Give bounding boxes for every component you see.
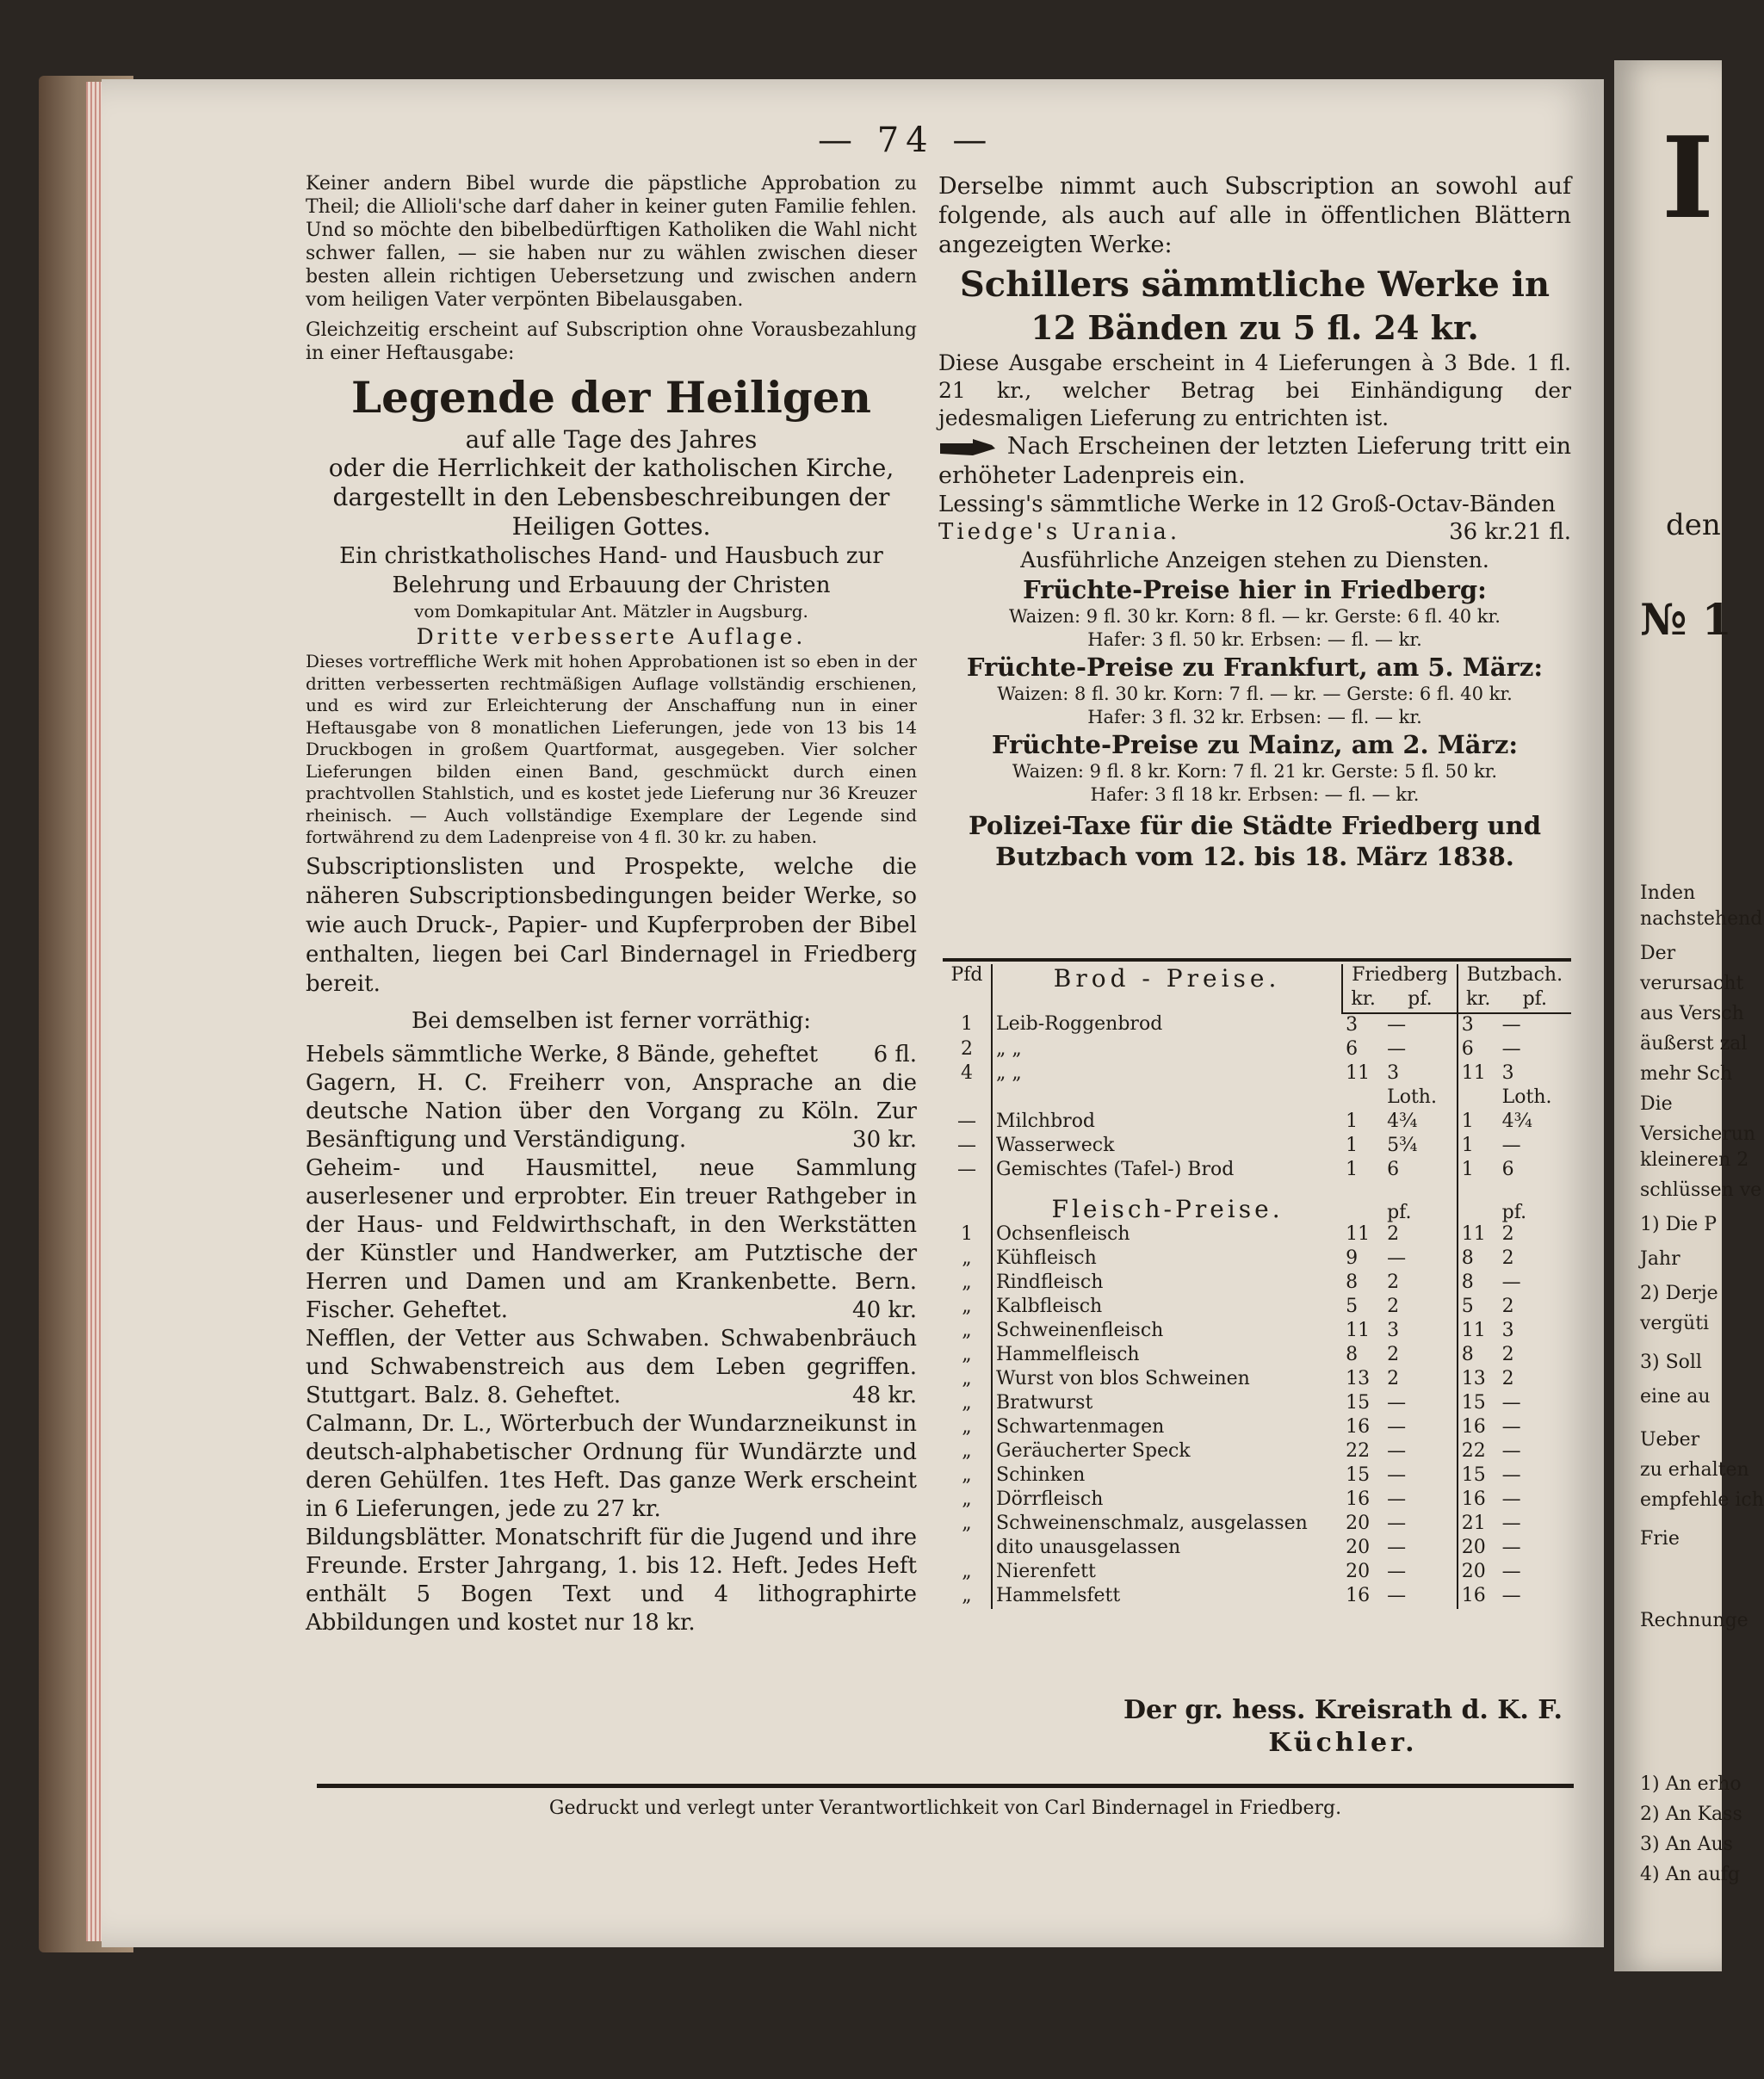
subscription-lists: Subscriptionslisten und Prospekte, welche die näheren Subscriptionsbedingungen beider Werke, so wie auch Druck-, Papier- und Kupferproben der Bibel enthalten, liegen bei Carl Bindernagel in Friedberg bereit. — [306, 853, 917, 997]
schiller-subtitle: 12 Bänden zu 5 fl. 24 kr. — [1031, 308, 1479, 347]
price-cell: „ „ — [996, 1038, 1022, 1060]
price-cell: — — [943, 1135, 992, 1159]
col-friedberg: Friedberg — [1342, 964, 1458, 988]
price-cell: 20 — [1461, 1561, 1486, 1582]
price-cell: 2 — [1383, 1223, 1458, 1247]
meat-row — [943, 1392, 1571, 1416]
next-page-number: № 1 — [1640, 594, 1732, 645]
book-entry — [306, 1325, 917, 1410]
price-cell: — — [943, 1111, 992, 1135]
table-top-rule — [943, 958, 1571, 962]
price-cell: — — [1501, 1014, 1521, 1036]
price-cell: 2 — [1383, 1272, 1458, 1296]
next-page-line: 2) An Kass — [1640, 1804, 1742, 1825]
price-cell: 3 — [1501, 1062, 1514, 1084]
price-cell: — — [1501, 1561, 1521, 1582]
price-cell: 20 — [1461, 1537, 1486, 1558]
price-cell: 2 — [1501, 1344, 1514, 1365]
market-line: Waizen: 9 fl. 30 kr. Korn: 8 fl. — kr. Gerste: 6 fl. 40 kr. — [1009, 606, 1501, 627]
price-cell: 20 — [1346, 1537, 1371, 1558]
market-line: Waizen: 9 fl. 8 kr. Korn: 7 fl. 21 kr. Gerste: 5 fl. 50 kr. — [1012, 761, 1498, 782]
next-page — [1614, 60, 1764, 1971]
price-cell: Rindfleisch — [996, 1272, 1104, 1293]
next-page-line: Rechnunge — [1640, 1610, 1749, 1631]
signature-line-2: Küchler. — [1268, 1728, 1418, 1758]
next-page-line: nachstehend — [1640, 908, 1763, 930]
price-cell: Schinken — [996, 1464, 1086, 1486]
price-cell: 8 — [1346, 1344, 1359, 1365]
col-pfd: Pfd — [943, 964, 992, 1013]
price-cell: 21 — [1461, 1513, 1486, 1534]
next-page-line: 1) Die P — [1640, 1214, 1718, 1235]
price-cell: 6 — [1383, 1159, 1458, 1183]
price-table-wrap — [943, 964, 1571, 1609]
book-entry-text: Bildungsblätter. Monatschrift für die Jugend und ihre Freunde. Erster Jahrgang, 1. bis 12. Heft. Jedes Heft enthält 5 Bogen Text und 4 lithographirte Abbildungen und kostet nur 18 kr. — [306, 1524, 917, 1636]
signature-line-1: Der gr. hess. Kreisrath d. K. F. — [1123, 1695, 1563, 1725]
page-number: — 74 — — [818, 121, 994, 160]
price-cell: Nierenfett — [996, 1561, 1096, 1582]
meat-row — [943, 1368, 1571, 1392]
legend-subtitle-1: auf alle Tage des Jahres — [465, 425, 758, 454]
price-cell: — — [1383, 1537, 1458, 1561]
price-cell: 13 — [1346, 1368, 1371, 1389]
price-cell: Schweinenschmalz, ausgelassen — [996, 1513, 1308, 1534]
tiedge-entry — [938, 518, 1571, 546]
price-cell: 3 — [1383, 1320, 1458, 1344]
price-cell: 2 — [1383, 1368, 1458, 1392]
bible-intro: Keiner andern Bibel wurde die päpstliche Approbation zu Theil; die Allioli'sche darf daher in keiner guten Familie fehlen. Und so möchte den bibelbedürftigen Katholiken die Wahl nicht schwer fallen, — sie haben nur zu wählen zwischen dieser besten allein richtigen Uebersetzung und zwischen andern vom heiligen Vater verpönten Bibelausgaben. — [306, 173, 917, 311]
price-cell: 2 — [943, 1038, 992, 1062]
market-block — [938, 574, 1571, 652]
price-cell: 3 — [1346, 1014, 1359, 1036]
price-cell: 22 — [1461, 1440, 1486, 1462]
next-page-line: zu erhalten — [1640, 1459, 1749, 1481]
price-cell: 1 — [943, 1223, 992, 1247]
price-cell: „ — [943, 1247, 992, 1272]
price-cell — [1458, 1086, 1499, 1111]
market-block — [938, 729, 1571, 807]
subscription-notice: Gleichzeitig erscheint auf Subscription ohne Vorausbezahlung in einer Heftausgabe: — [306, 319, 917, 364]
market-heading: Früchte-Preise zu Frankfurt, am 5. März: — [966, 653, 1544, 682]
meat-row — [943, 1537, 1571, 1561]
next-page-line: kleineren 2 — [1640, 1149, 1749, 1171]
price-cell — [1342, 1086, 1383, 1111]
book-entry-price: 40 kr. — [852, 1296, 917, 1323]
price-cell: „ — [943, 1488, 992, 1513]
book-entry — [306, 1041, 917, 1069]
price-cell: Loth. — [1501, 1086, 1552, 1108]
price-cell: 16 — [1461, 1488, 1486, 1510]
price-cell: — — [1501, 1392, 1521, 1414]
price-cell: 15 — [1461, 1392, 1486, 1414]
price-cell: — — [1383, 1013, 1458, 1038]
next-page-line: Die — [1640, 1093, 1673, 1115]
tiedge-price: 36 kr. — [1449, 519, 1514, 545]
meat-row — [943, 1488, 1571, 1513]
left-column — [306, 172, 917, 1637]
price-cell: — — [1383, 1488, 1458, 1513]
price-cell: 8 — [1461, 1247, 1474, 1269]
market-line: Hafer: 3 fl. 32 kr. Erbsen: — fl. — kr. — [1087, 707, 1422, 727]
market-heading: Früchte-Preise zu Mainz, am 2. März: — [991, 730, 1519, 759]
price-cell: — — [1501, 1416, 1521, 1438]
price-cell: Kalbfleisch — [996, 1296, 1103, 1317]
price-cell: — — [1383, 1585, 1458, 1609]
next-page-line: 2) Derje — [1640, 1283, 1718, 1304]
price-cell: Dörrfleisch — [996, 1488, 1104, 1510]
price-cell: 1 — [1346, 1159, 1359, 1180]
book-entry — [306, 1069, 917, 1154]
col-b-kr: kr. — [1458, 988, 1499, 1013]
market-prices — [938, 574, 1571, 807]
price-cell: 4 — [943, 1062, 992, 1086]
market-line: Waizen: 8 fl. 30 kr. Korn: 7 fl. — kr. — Gerste: 6 fl. 40 kr. — [997, 684, 1513, 704]
price-cell: Schweinenfleisch — [996, 1320, 1164, 1341]
price-cell: 11 — [1461, 1062, 1486, 1084]
price-cell: 11 — [1461, 1223, 1486, 1245]
meat-pf-label: pf. — [1383, 1183, 1458, 1223]
printer-footer: Gedruckt und verlegt unter Verantwortlichkeit von Carl Bindernagel in Friedberg. — [548, 1797, 1342, 1819]
page-stack-edge — [86, 82, 103, 1941]
price-cell: — — [1501, 1585, 1521, 1606]
price-cell — [943, 1537, 992, 1561]
tax-title: Polizei-Taxe für die Städte Friedberg und Butzbach vom 12. bis 18. März 1838. — [968, 811, 1542, 871]
price-cell: 11 — [1346, 1223, 1371, 1245]
price-cell: 2 — [1501, 1368, 1514, 1389]
next-page-line: Versicherun — [1640, 1123, 1756, 1145]
next-page-line: Jahr — [1640, 1248, 1680, 1270]
lessing-text: Lessing's sämmtliche Werke in 12 Groß-Octav-Bänden — [938, 492, 1556, 517]
price-cell: 11 — [1346, 1320, 1371, 1341]
price-cell: 1 — [1461, 1159, 1474, 1180]
bread-row — [943, 1111, 1571, 1135]
price-cell: 2 — [1501, 1296, 1514, 1317]
next-page-line: eine au — [1640, 1386, 1711, 1408]
book-entry — [306, 1410, 917, 1524]
price-table-body — [943, 1013, 1571, 1609]
book-entry-price: 30 kr. — [852, 1126, 917, 1153]
next-page-line: 1) An erho — [1640, 1773, 1742, 1795]
price-cell: — — [1383, 1392, 1458, 1416]
bread-row — [943, 1135, 1571, 1159]
price-cell: 4¾ — [1383, 1111, 1458, 1135]
right-intro: Derselbe nimmt auch Subscription an sowohl auf folgende, als auch auf alle in öffentlichen Blättern angezeigten Werke: — [938, 173, 1571, 258]
next-page-line: mehr Sch — [1640, 1063, 1733, 1085]
price-cell: Hammelsfett — [996, 1585, 1121, 1606]
price-cell: 1 — [1461, 1135, 1474, 1156]
price-cell: 6 — [1501, 1159, 1514, 1180]
price-cell: Loth. — [1383, 1086, 1458, 1111]
market-heading: Früchte-Preise hier in Friedberg: — [1023, 575, 1487, 604]
meat-row — [943, 1296, 1571, 1320]
price-cell: „ — [943, 1392, 992, 1416]
book-entry — [306, 1154, 917, 1325]
book-entry-price: 48 kr. — [852, 1382, 917, 1408]
price-cell: 15 — [1346, 1464, 1371, 1486]
price-cell: 3 — [1383, 1062, 1458, 1086]
col-brod: Brod - Preise. — [992, 964, 1342, 1013]
price-cell: Milchbrod — [996, 1111, 1096, 1132]
book-entry-text: Nefflen, der Vetter aus Schwaben. Schwabenbräuch und Schwabenstreich aus dem Leben gegriffen. Stuttgart. Balz. 8. Geheftet. — [306, 1325, 917, 1408]
meat-row — [943, 1272, 1571, 1296]
price-cell: 16 — [1346, 1585, 1371, 1606]
price-cell: Bratwurst — [996, 1392, 1093, 1414]
price-cell: 11 — [1461, 1320, 1486, 1341]
price-cell: — — [1383, 1513, 1458, 1537]
price-cell: — — [1383, 1464, 1458, 1488]
price-cell: „ — [943, 1416, 992, 1440]
meat-row — [943, 1247, 1571, 1272]
price-cell: 11 — [1346, 1062, 1371, 1084]
meat-row — [943, 1440, 1571, 1464]
price-cell: Ochsenfleisch — [996, 1223, 1130, 1245]
price-cell — [992, 1086, 1342, 1111]
price-cell: Leib-Roggenbrod — [996, 1013, 1163, 1035]
price-cell: — — [1501, 1440, 1521, 1462]
price-cell: 1 — [943, 1013, 992, 1038]
price-cell: 2 — [1501, 1223, 1514, 1245]
price-cell: — — [1501, 1038, 1521, 1060]
price-cell: „ — [943, 1464, 992, 1488]
next-page-line: Frie — [1640, 1528, 1680, 1550]
next-page-line: verursacht — [1640, 973, 1744, 994]
meat-row — [943, 1585, 1571, 1609]
book-list — [306, 1041, 917, 1637]
price-cell: 4¾ — [1501, 1111, 1532, 1132]
price-cell: 16 — [1461, 1416, 1486, 1438]
price-cell: — — [1501, 1272, 1521, 1293]
price-cell: 8 — [1461, 1344, 1474, 1365]
schiller-description: Diese Ausgabe erscheint in 4 Lieferungen à 3 Bde. 1 fl. 21 kr., welcher Betrag bei Einhändigung der jedesmaligen Lieferung zu entrichten ist. — [938, 350, 1571, 430]
price-cell: „ — [943, 1272, 992, 1296]
book-entry-text: Gagern, H. C. Freiherr von, Ansprache an die deutsche Nation über den Vorgang zu Köln. Zur Besänftigung und Verständigung. — [306, 1069, 917, 1153]
price-cell: — — [1501, 1464, 1521, 1486]
meat-row — [943, 1344, 1571, 1368]
price-cell: — — [1501, 1537, 1521, 1558]
bread-row — [943, 1013, 1571, 1038]
price-cell: 2 — [1501, 1247, 1514, 1269]
price-cell: Wurst von blos Schweinen — [996, 1368, 1250, 1389]
price-cell: — — [1383, 1561, 1458, 1585]
price-cell: 8 — [1461, 1272, 1474, 1293]
meat-heading: Fleisch-Preise. — [1051, 1195, 1284, 1223]
price-cell: — — [1501, 1488, 1521, 1510]
lessing-price: 21 fl. — [1513, 519, 1571, 545]
book-entry — [306, 1524, 917, 1637]
next-page-line: äußerst zal — [1640, 1033, 1748, 1055]
legend-edition: Dritte verbesserte Auflage. — [416, 624, 807, 649]
price-cell: 9 — [1346, 1247, 1359, 1269]
price-cell: 8 — [1346, 1272, 1359, 1293]
bread-row — [943, 1062, 1571, 1086]
market-line: Hafer: 3 fl 18 kr. Erbsen: — fl. — kr. — [1090, 784, 1420, 805]
price-cell: „ — [943, 1585, 992, 1609]
price-cell: „ — [943, 1368, 992, 1392]
col-f-pf: pf. — [1383, 988, 1458, 1013]
price-cell: 2 — [1383, 1344, 1458, 1368]
price-cell: 2 — [1383, 1296, 1458, 1320]
price-cell: Kühfleisch — [996, 1247, 1097, 1269]
price-cell: 16 — [1461, 1585, 1486, 1606]
price-cell: 20 — [1346, 1561, 1371, 1582]
market-line: Hafer: 3 fl. 50 kr. Erbsen: — fl. — kr. — [1087, 629, 1422, 650]
next-page-title-letter: I — [1662, 112, 1714, 244]
book-entry-text: Geheim- und Hausmittel, neue Sammlung auserlesener und erprobter. Ein treuer Rathgeber in der Haus- und Feldwirthschaft, in den Werkstätten der Künstler und Handwerker, am Putztische der Herren und Damen und am Krankenbette. Bern. Fischer. Geheftet. — [306, 1154, 917, 1323]
price-cell — [943, 1183, 992, 1223]
price-cell: dito unausgelassen — [996, 1537, 1181, 1558]
price-cell: 16 — [1346, 1416, 1371, 1438]
price-cell: Wasserweck — [996, 1135, 1115, 1156]
meat-pf-label: pf. — [1501, 1202, 1527, 1223]
legend-author: vom Domkapitular Ant. Mätzler in Augsburg. — [414, 601, 808, 622]
price-cell: — — [943, 1159, 992, 1183]
price-cell: „ — [943, 1440, 992, 1464]
next-page-line: Inden — [1640, 882, 1696, 904]
price-notice — [938, 432, 1571, 491]
meat-row — [943, 1513, 1571, 1537]
price-cell: 20 — [1346, 1513, 1371, 1534]
next-page-line: aus Versch — [1640, 1003, 1744, 1024]
next-page-line: 3) An Aus — [1640, 1834, 1733, 1855]
meat-row — [943, 1223, 1571, 1247]
ads-notice: Ausführliche Anzeigen stehen zu Diensten. — [1020, 548, 1489, 572]
price-table — [943, 964, 1571, 1609]
price-cell: 5¾ — [1383, 1135, 1458, 1159]
price-cell — [943, 1086, 992, 1111]
meat-row — [943, 1561, 1571, 1585]
next-page-line: 4) An aufg — [1640, 1864, 1741, 1885]
meat-row — [943, 1416, 1571, 1440]
bread-row — [943, 1038, 1571, 1062]
price-cell: Schwartenmagen — [996, 1416, 1165, 1438]
right-column — [938, 172, 1571, 872]
next-page-den: den — [1666, 508, 1721, 542]
price-cell: 1 — [1346, 1111, 1359, 1132]
price-cell — [1458, 1183, 1499, 1223]
price-cell: 5 — [1346, 1296, 1359, 1317]
book-entry-price: 6 fl. — [873, 1041, 917, 1067]
stock-heading: Bei demselben ist ferner vorräthig: — [411, 1007, 812, 1034]
legend-description: Dieses vortreffliche Werk mit hohen Approbationen ist so eben in der dritten verbesserten rechtmäßigen Auflage vollständig erschienen, und es wird zur Erleichterung der Anschaffung nun in einer Heftausgabe von 8 monatlichen Lieferungen, jede von 13 bis 14 Druckbogen in großem Quartformat, ausgegeben. Vier solcher Lieferungen bilden einen Band, geschmückt durch einen prachtvollen Stahlstich, und es kostet jede Lieferung nur 36 Kreuzer rheinisch. — Auch vollständige Exemplare der Legende sind fortwährend zu dem Ladenpreise von 4 fl. 30 kr. zu haben. — [306, 651, 917, 847]
price-cell: — — [1383, 1247, 1458, 1272]
legend-subtitle-3: Ein christkatholisches Hand- und Hausbuch zur Belehrung und Erbauung der Christen — [339, 543, 883, 598]
price-cell: Geräucherter Speck — [996, 1440, 1191, 1462]
price-cell: „ — [943, 1344, 992, 1368]
footer-rule — [317, 1784, 1574, 1788]
schiller-title: Schillers sämmtliche Werke in — [959, 264, 1550, 305]
book-entry-text: Hebels sämmtliche Werke, 8 Bände, geheftet — [306, 1041, 819, 1067]
price-cell: 3 — [1501, 1320, 1514, 1341]
price-cell: 6 — [1346, 1038, 1359, 1060]
price-cell: 22 — [1346, 1440, 1371, 1462]
col-b-pf: pf. — [1499, 988, 1571, 1013]
pointing-hand-icon — [938, 436, 999, 459]
price-cell: „ „ — [996, 1062, 1022, 1084]
price-cell: — — [1501, 1135, 1521, 1156]
price-cell: 3 — [1461, 1014, 1474, 1036]
price-cell: 15 — [1346, 1392, 1371, 1414]
col-f-kr: kr. — [1342, 988, 1383, 1013]
price-cell: Gemischtes (Tafel-) Brod — [996, 1159, 1235, 1180]
price-cell: „ — [943, 1513, 992, 1537]
next-page-line: Ueber — [1640, 1429, 1700, 1451]
tiedge-text: Tiedge's Urania. — [938, 519, 1181, 545]
bread-row — [943, 1086, 1571, 1111]
price-cell: 6 — [1461, 1038, 1474, 1060]
price-cell: 13 — [1461, 1368, 1486, 1389]
price-cell: — — [1383, 1038, 1458, 1062]
signature — [1119, 1694, 1567, 1760]
price-cell: 15 — [1461, 1464, 1486, 1486]
next-page-line: Der — [1640, 943, 1676, 964]
legend-title: Legende der Heiligen — [351, 372, 871, 423]
price-cell: — — [1501, 1513, 1521, 1534]
price-cell: „ — [943, 1320, 992, 1344]
meat-row — [943, 1320, 1571, 1344]
price-notice-text: Nach Erscheinen der letzten Lieferung tritt ein erhöheter Ladenpreis ein. — [938, 433, 1571, 489]
next-page-line: 3) Soll — [1640, 1352, 1702, 1373]
price-cell: Hammelfleisch — [996, 1344, 1140, 1365]
price-cell: 16 — [1346, 1488, 1371, 1510]
next-page-line: empfehle ich — [1640, 1489, 1764, 1511]
book-entry-text: Calmann, Dr. L., Wörterbuch der Wundarzneikunst in deutsch-alphabetischer Ordnung für Wundärzte und deren Gehülfen. 1tes Heft. Das ganze Werk erscheint in 6 Lieferungen, jede zu 27 kr. — [306, 1410, 917, 1522]
price-cell: „ — [943, 1561, 992, 1585]
price-cell: — — [1383, 1440, 1458, 1464]
price-cell: 1 — [1346, 1135, 1359, 1156]
price-cell: 5 — [1461, 1296, 1474, 1317]
price-cell: „ — [943, 1296, 992, 1320]
bread-row — [943, 1159, 1571, 1183]
next-page-line: vergüti — [1640, 1313, 1710, 1334]
price-cell: — — [1383, 1416, 1458, 1440]
market-block — [938, 652, 1571, 729]
price-cell: 1 — [1461, 1111, 1474, 1132]
legend-subtitle-2: oder die Herrlichkeit der katholischen Kirche, dargestellt in den Lebensbeschreibungen der Heiligen Gottes. — [328, 454, 894, 541]
next-page-line: schlüssen ve — [1640, 1179, 1762, 1201]
col-butzbach: Butzbach. — [1466, 964, 1563, 986]
meat-heading-row — [943, 1183, 1571, 1223]
meat-row — [943, 1464, 1571, 1488]
price-cell — [1342, 1183, 1383, 1223]
